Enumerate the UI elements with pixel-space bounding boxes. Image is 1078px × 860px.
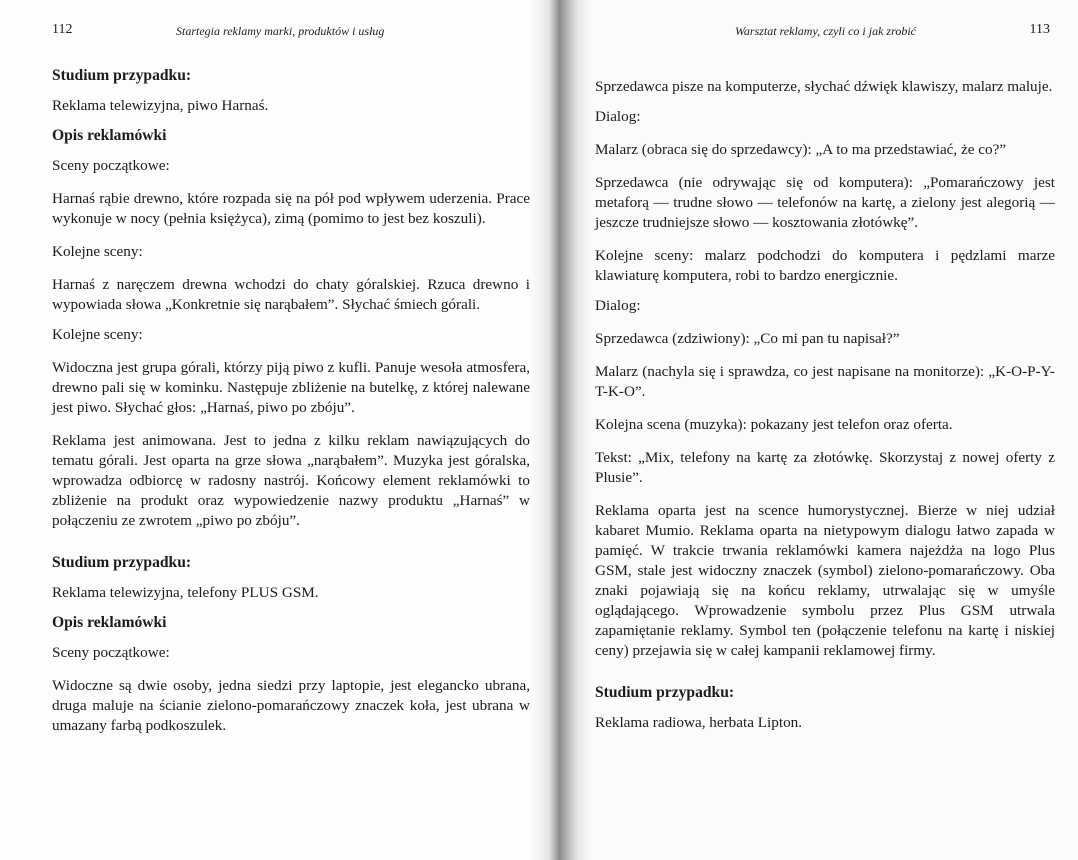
running-head: Startegia reklamy marki, produktów i usług <box>176 24 385 38</box>
section-heading: Studium przypadku: <box>595 684 735 701</box>
paragraph: Widoczne są dwie osoby, jedna siedzi przy laptopie, jest elegancko ubrana, druga maluje na ścianie zielono-pomarańczowy znaczek koła, jest ubrana w umazany farbą podkoszulek. <box>52 677 530 734</box>
paragraph: Harnaś rąbie drewno, które rozpada się na pół pod wpływem uderzenia. Prace wykonuje w nocy (pełnia księżyca), zimą (pomimo to jest bez koszuli). <box>52 190 530 227</box>
right-page-header <box>735 22 1050 42</box>
paragraph: Harnaś z naręczem drewna wchodzi do chaty góralskiej. Rzuca drewno i wypowiada słowa „Konkretnie się narąbałem”. Słychać śmiech górali. <box>52 276 530 313</box>
paragraph: Tekst: „Mix, telefony na kartę za złotówkę. Skorzystaj z nowej oferty z Plusie”. <box>595 449 1055 486</box>
paragraph: Reklama jest animowana. Jest to jedna z kilku reklam nawiązujących do tematu górali. Jest oparta na grze słowa „narąbałem”. Muzyka jest góralska, wprowadza odbiorcę w radosny nastrój. Końcowy element reklamówki to zbliżenie na produkt oraz wypowiedzenie nazwy produktu „Harnaś” w połączeniu ze zwrotem „piwo po zbóju”. <box>52 432 530 529</box>
paragraph: Malarz (nachyla się i sprawdza, co jest napisane na monitorze): „K-O-P-Y-T-K-O”. <box>595 363 1055 400</box>
left-page-body <box>52 66 530 736</box>
right-page <box>555 0 1078 860</box>
page-number: 113 <box>1029 22 1050 37</box>
section-heading: Opis reklamówki <box>52 127 167 144</box>
running-head: Warsztat reklamy, czyli co i jak zrobić <box>735 24 916 38</box>
left-page-header <box>52 22 525 42</box>
right-page-body <box>595 77 1055 733</box>
paragraph: Kolejne sceny: malarz podchodzi do komputera i pędzlami marze klawiaturę komputera, robi to bardzo energicznie. <box>595 247 1055 284</box>
paragraph: Sprzedawca (zdziwiony): „Co mi pan tu napisał?” <box>595 330 900 347</box>
section-heading: Opis reklamówki <box>52 614 167 631</box>
page-number: 112 <box>52 22 73 37</box>
paragraph: Kolejne sceny: <box>52 326 143 343</box>
paragraph: Widoczna jest grupa górali, którzy piją piwo z kufli. Panuje wesoła atmosfera, drewno pali się w kominku. Następuje zbliżenie na butelkę, z której nalewane jest piwo. Słychać głos: „Harnaś, piwo po zbóju”. <box>52 359 530 416</box>
paragraph: Malarz (obraca się do sprzedawcy): „A to ma przedstawiać, że co?” <box>595 141 1007 158</box>
paragraph: Sprzedawca (nie odrywając się od komputera): „Pomarańczowy jest metaforą — trudne słowo — telefonów na kartę, a zielony jest alegorią — jeszcze trudniejsze słowo — kosztowania złotówkę”. <box>595 174 1055 231</box>
section-heading: Studium przypadku: <box>52 67 192 84</box>
paragraph: Kolejne sceny: <box>52 243 143 260</box>
paragraph: Dialog: <box>595 297 641 314</box>
paragraph: Sprzedawca pisze na komputerze, słychać dźwięk klawiszy, malarz maluje. <box>595 78 1053 95</box>
paragraph: Reklama oparta jest na scence humorystycznej. Bierze w niej udział kabaret Mumio. Reklama oparta na nietypowym dialogu łatwo zapada w pamięć. W trakcie trwania reklamówki kamera najeżdża na logo Plus GSM, stale jest widoczny znaczek (symbol) zielono-pomarańczowy. Oba znaki pojawiają się na końcu reklamy, utrwalając się w umyśle oglądającego. Wprowadzenie symbolu przez Plus GSM utrwala zapamiętanie reklamy. Symbol ten (połączenie telefonu na kartę i niskiej ceny) przejawia się w całej kampanii reklamowej firmy. <box>595 502 1055 659</box>
paragraph: Kolejna scena (muzyka): pokazany jest telefon oraz oferta. <box>595 416 953 433</box>
paragraph: Reklama telewizyjna, telefony PLUS GSM. <box>52 584 319 601</box>
paragraph: Reklama radiowa, herbata Lipton. <box>595 714 803 731</box>
paragraph: Dialog: <box>595 108 641 125</box>
section-heading: Studium przypadku: <box>52 554 192 571</box>
paragraph: Sceny początkowe: <box>52 644 170 661</box>
paragraph: Sceny początkowe: <box>52 157 170 174</box>
paragraph: Reklama telewizyjna, piwo Harnaś. <box>52 97 269 114</box>
